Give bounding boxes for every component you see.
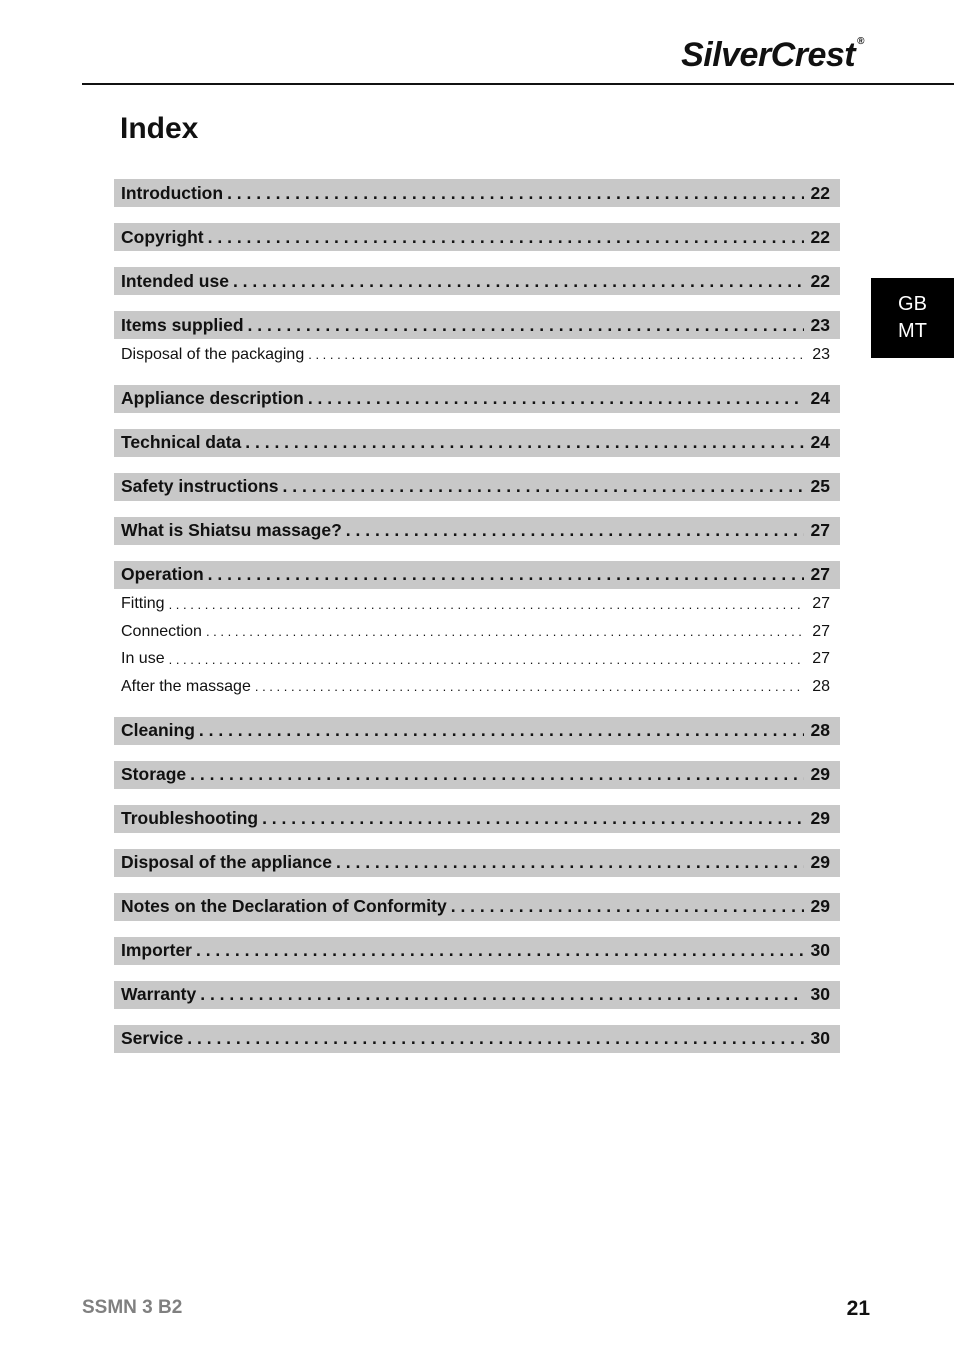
toc-gap [114, 369, 840, 385]
toc-section-entry[interactable] [114, 473, 840, 501]
toc-gap [114, 965, 840, 981]
toc-section-entry[interactable] [114, 981, 840, 1009]
header-rule [82, 83, 954, 85]
toc-dot-leader [283, 476, 804, 497]
toc-entry-title: Items supplied [121, 314, 244, 335]
toc-gap [114, 295, 840, 311]
toc-dot-leader [190, 764, 804, 785]
toc-dot-leader [248, 315, 804, 336]
toc-subsection-entry[interactable] [114, 646, 840, 674]
page-title: Index [120, 112, 199, 145]
toc-gap [114, 833, 840, 849]
toc-dot-leader [169, 652, 804, 667]
toc-entry-page: 30 [810, 984, 830, 1004]
toc-entry-title: Cleaning [121, 720, 195, 740]
toc-section-entry[interactable] [114, 717, 840, 745]
toc-dot-leader [196, 940, 804, 961]
toc-entry-title: Technical data [121, 432, 242, 452]
toc-entry-page: 30 [810, 1028, 830, 1048]
toc-entry-title: What is Shiatsu massage? [121, 520, 342, 540]
toc-section-entry[interactable] [114, 561, 840, 589]
toc-entry-page: 23 [812, 345, 830, 363]
toc-entry-title: Disposal of the appliance [121, 852, 333, 872]
toc-gap [114, 877, 840, 893]
toc-entry-title: Notes on the Declaration of Conformity [121, 896, 447, 916]
toc-section-entry[interactable] [114, 517, 840, 545]
toc-entry-title: After the massage [121, 677, 251, 695]
page-number: 21 [846, 1297, 870, 1320]
toc-dot-leader [262, 808, 804, 829]
toc-entry-page: 27 [810, 520, 830, 540]
toc-entry-page: 25 [810, 476, 830, 496]
toc-dot-leader [200, 984, 804, 1005]
toc-entry-page: 27 [810, 564, 830, 584]
toc-subsection-entry[interactable] [114, 618, 840, 646]
toc-section-entry[interactable] [114, 849, 840, 877]
toc-section-entry[interactable] [114, 385, 840, 413]
toc-entry-title: Appliance description [121, 388, 304, 408]
toc-entry-page: 28 [812, 677, 830, 695]
registered-mark: ® [857, 36, 864, 47]
toc-entry-title: Service [121, 1028, 184, 1048]
toc-entry-title: In use [121, 650, 165, 668]
toc-dot-leader [233, 271, 804, 292]
toc-entry-page: 27 [812, 622, 830, 640]
toc-entry-title: Intended use [121, 270, 229, 291]
toc-dot-leader [208, 564, 804, 585]
toc-entry-title: Troubleshooting [121, 808, 259, 828]
toc-gap [114, 789, 840, 805]
toc-entry-title: Introduction [121, 182, 224, 203]
toc-gap [114, 701, 840, 717]
toc-section-entry[interactable] [114, 893, 840, 921]
language-code-mt: MT [898, 320, 927, 342]
toc-dot-leader [451, 896, 804, 917]
toc-section-entry[interactable] [114, 805, 840, 833]
toc-section-entry[interactable] [114, 937, 840, 965]
toc-gap [114, 1009, 840, 1025]
toc-entry-title: Storage [121, 764, 187, 784]
toc-section-entry[interactable] [114, 311, 840, 339]
toc-entry-title: Safety instructions [121, 476, 279, 496]
toc-gap [114, 413, 840, 429]
toc-subsection-entry[interactable] [114, 341, 840, 369]
model-number: SSMN 3 B2 [82, 1297, 183, 1318]
toc-entry-title: Copyright [121, 226, 204, 247]
toc-section-entry[interactable] [114, 223, 840, 251]
toc-gap [114, 545, 840, 561]
toc-gap [114, 251, 840, 267]
toc-dot-leader [308, 347, 804, 362]
toc-gap [114, 921, 840, 937]
toc-entry-page: 29 [810, 764, 830, 784]
toc-section-entry[interactable] [114, 1025, 840, 1053]
toc-entry-page: 22 [810, 270, 830, 291]
language-tab[interactable] [871, 278, 954, 358]
toc-gap [114, 501, 840, 517]
toc-dot-leader [199, 720, 804, 741]
toc-entry-page: 27 [812, 595, 830, 613]
toc-dot-leader [169, 597, 804, 612]
toc-subsection-entry[interactable] [114, 673, 840, 701]
brand-logo [681, 36, 864, 75]
brand-name: SilverCrest [681, 36, 856, 74]
toc-entry-page: 23 [810, 314, 830, 335]
toc-subsection-entry[interactable] [114, 591, 840, 619]
toc-gap [114, 457, 840, 473]
toc-entry-title: Disposal of the packaging [121, 345, 305, 363]
toc-entry-page: 27 [812, 650, 830, 668]
toc-entry-page: 29 [810, 852, 830, 872]
toc-entry-page: 22 [810, 226, 830, 247]
toc-entry-page: 30 [810, 940, 830, 960]
toc-section-entry[interactable] [114, 267, 840, 295]
toc-dot-leader [308, 388, 804, 409]
toc-section-entry[interactable] [114, 179, 840, 207]
language-code-gb: GB [898, 293, 927, 315]
toc-dot-leader [206, 624, 804, 639]
toc-section-entry[interactable] [114, 429, 840, 457]
toc-entry-page: 29 [810, 808, 830, 828]
toc-entry-page: 29 [810, 896, 830, 916]
toc-entry-title: Operation [121, 564, 204, 584]
toc-dot-leader [336, 852, 804, 873]
toc-section-entry[interactable] [114, 761, 840, 789]
toc-gap [114, 207, 840, 223]
toc-entry-title: Connection [121, 622, 202, 640]
toc-entry-title: Importer [121, 940, 192, 960]
toc-dot-leader [227, 183, 804, 204]
toc-entry-page: 22 [810, 182, 830, 203]
toc-entry-title: Warranty [121, 984, 197, 1004]
toc-gap [114, 745, 840, 761]
toc-entry-page: 24 [810, 432, 830, 452]
toc-dot-leader [208, 227, 804, 248]
toc-dot-leader [346, 520, 804, 541]
table-of-contents [114, 179, 840, 1053]
toc-dot-leader [255, 679, 804, 694]
toc-entry-page: 24 [810, 388, 830, 408]
toc-dot-leader [245, 432, 804, 453]
toc-entry-page: 28 [810, 720, 830, 740]
toc-entry-title: Fitting [121, 595, 165, 613]
toc-dot-leader [187, 1028, 804, 1049]
